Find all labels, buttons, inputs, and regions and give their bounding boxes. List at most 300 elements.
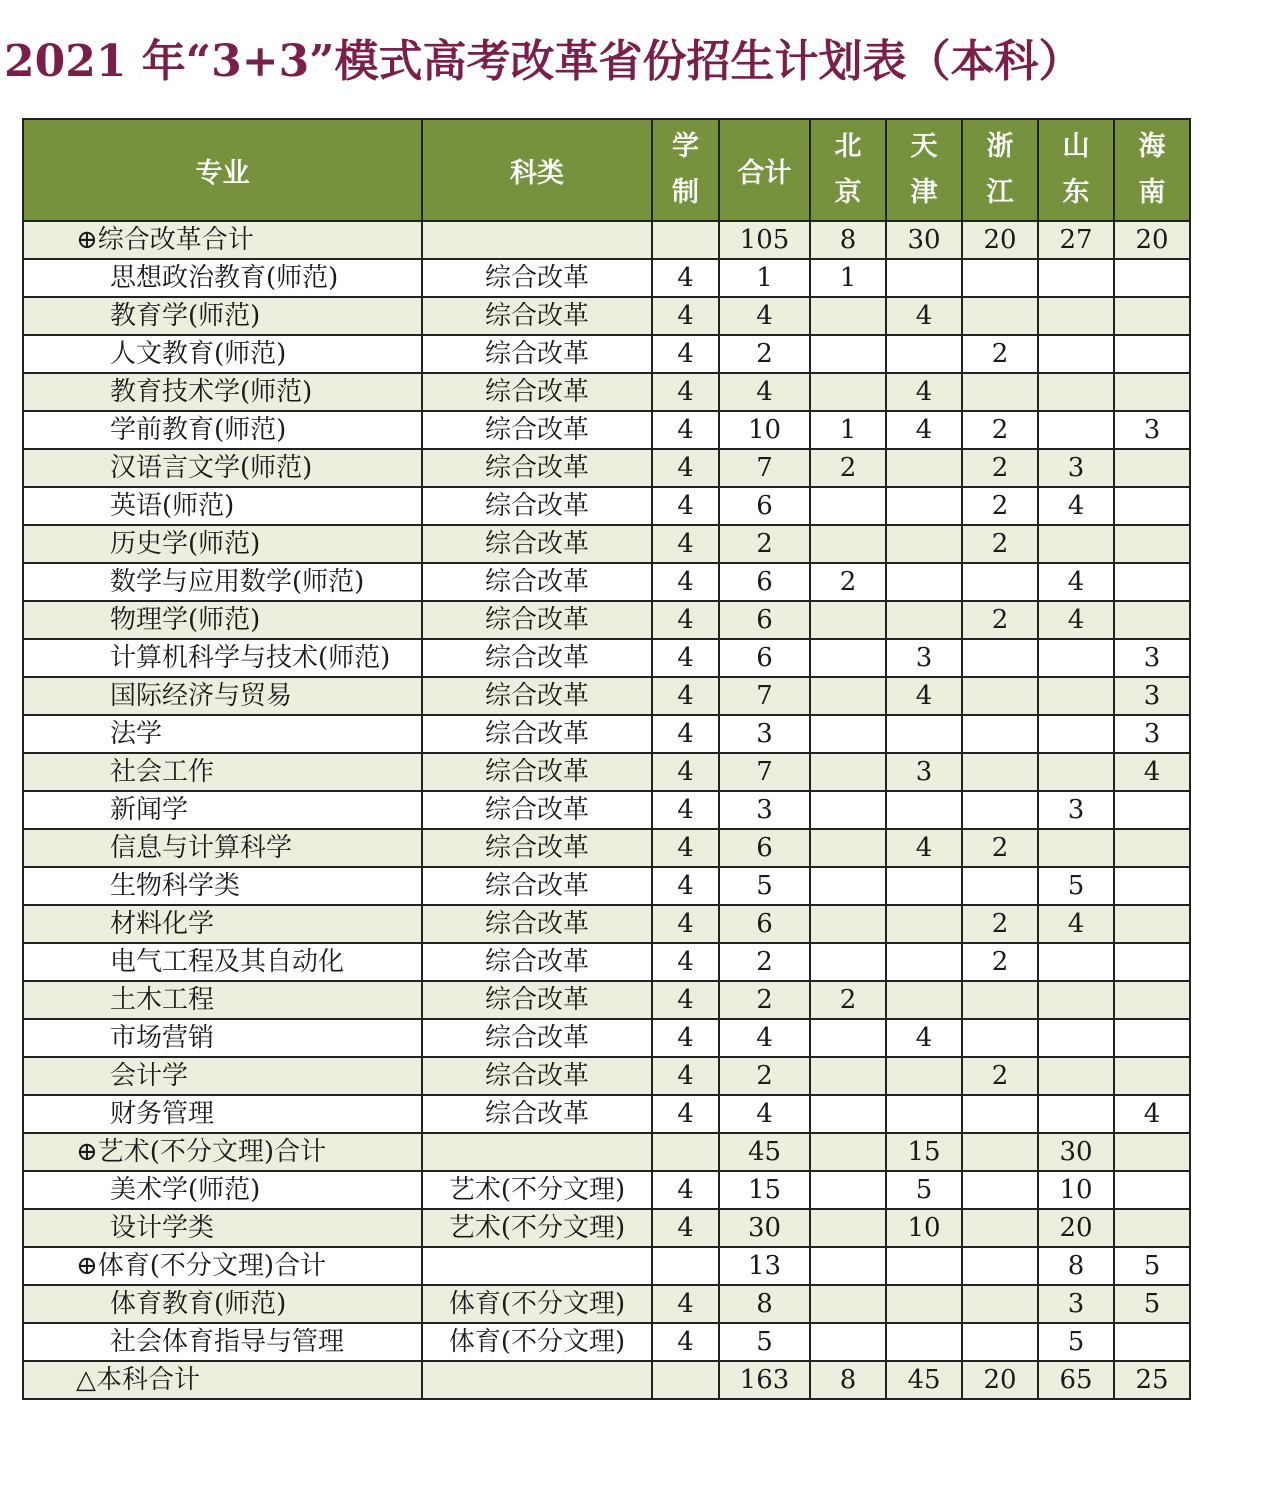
cell-total: 3 xyxy=(719,715,810,753)
table-row xyxy=(23,1285,1190,1323)
header-major: 专业 xyxy=(23,119,422,221)
cell-category xyxy=(422,221,652,259)
cell-hainan: 25 xyxy=(1114,1361,1190,1399)
cell-category: 综合改革 xyxy=(422,449,652,487)
header-shandong xyxy=(1038,119,1114,221)
cell-duration: 4 xyxy=(652,1095,719,1133)
cell-beijing xyxy=(810,297,886,335)
cell-tianjin xyxy=(886,1057,962,1095)
cell-zhejiang xyxy=(962,867,1038,905)
cell-beijing xyxy=(810,335,886,373)
cell-zhejiang xyxy=(962,1171,1038,1209)
cell-shandong xyxy=(1038,1019,1114,1057)
cell-category: 综合改革 xyxy=(422,487,652,525)
table-row xyxy=(23,1057,1190,1095)
table-row xyxy=(23,1019,1190,1057)
cell-duration: 4 xyxy=(652,943,719,981)
cell-shandong: 4 xyxy=(1038,487,1114,525)
cell-beijing xyxy=(810,1209,886,1247)
cell-duration: 4 xyxy=(652,1209,719,1247)
cell-tianjin xyxy=(886,1095,962,1133)
cell-major: 电气工程及其自动化 xyxy=(23,943,422,981)
cell-tianjin xyxy=(886,905,962,943)
cell-beijing xyxy=(810,1285,886,1323)
cell-beijing xyxy=(810,943,886,981)
cell-duration: 4 xyxy=(652,829,719,867)
cell-beijing xyxy=(810,677,886,715)
table-body xyxy=(23,221,1190,1399)
cell-shandong: 20 xyxy=(1038,1209,1114,1247)
cell-category: 综合改革 xyxy=(422,677,652,715)
cell-category: 综合改革 xyxy=(422,753,652,791)
cell-shandong xyxy=(1038,753,1114,791)
cell-hainan: 20 xyxy=(1114,221,1190,259)
cell-total: 2 xyxy=(719,981,810,1019)
cell-hainan xyxy=(1114,297,1190,335)
header-tianjin-line: 津 xyxy=(910,177,938,208)
cell-shandong xyxy=(1038,297,1114,335)
cell-hainan xyxy=(1114,1171,1190,1209)
cell-zhejiang: 2 xyxy=(962,905,1038,943)
table-row xyxy=(23,867,1190,905)
cell-tianjin xyxy=(886,487,962,525)
cell-total: 4 xyxy=(719,297,810,335)
cell-zhejiang xyxy=(962,791,1038,829)
cell-tianjin: 4 xyxy=(886,677,962,715)
cell-hainan xyxy=(1114,1057,1190,1095)
table-row xyxy=(23,1095,1190,1133)
cell-major: 人文教育(师范) xyxy=(23,335,422,373)
cell-major: 社会体育指导与管理 xyxy=(23,1323,422,1361)
cell-shandong xyxy=(1038,981,1114,1019)
cell-tianjin: 10 xyxy=(886,1209,962,1247)
cell-major: ⊕体育(不分文理)合计 xyxy=(23,1247,422,1285)
cell-duration: 4 xyxy=(652,601,719,639)
cell-major: 教育学(师范) xyxy=(23,297,422,335)
cell-total: 6 xyxy=(719,639,810,677)
cell-category: 综合改革 xyxy=(422,981,652,1019)
cell-zhejiang xyxy=(962,1285,1038,1323)
cell-major: 物理学(师范) xyxy=(23,601,422,639)
cell-beijing: 2 xyxy=(810,449,886,487)
cell-major: 体育教育(师范) xyxy=(23,1285,422,1323)
cell-beijing xyxy=(810,1019,886,1057)
cell-beijing xyxy=(810,753,886,791)
cell-tianjin: 3 xyxy=(886,639,962,677)
cell-tianjin xyxy=(886,1285,962,1323)
cell-hainan xyxy=(1114,525,1190,563)
header-beijing-line: 京 xyxy=(834,177,862,208)
cell-beijing: 8 xyxy=(810,221,886,259)
cell-category: 综合改革 xyxy=(422,1057,652,1095)
cell-total: 4 xyxy=(719,1095,810,1133)
cell-shandong: 3 xyxy=(1038,449,1114,487)
cell-beijing: 8 xyxy=(810,1361,886,1399)
table-row xyxy=(23,1171,1190,1209)
cell-shandong xyxy=(1038,411,1114,449)
cell-hainan: 3 xyxy=(1114,715,1190,753)
cell-beijing xyxy=(810,1323,886,1361)
cell-total: 163 xyxy=(719,1361,810,1399)
cell-tianjin xyxy=(886,259,962,297)
cell-major: 设计学类 xyxy=(23,1209,422,1247)
cell-shandong xyxy=(1038,335,1114,373)
cell-major: 信息与计算科学 xyxy=(23,829,422,867)
table-row xyxy=(23,905,1190,943)
cell-duration xyxy=(652,1133,719,1171)
cell-tianjin xyxy=(886,1323,962,1361)
cell-hainan xyxy=(1114,829,1190,867)
cell-hainan xyxy=(1114,867,1190,905)
header-duration-line: 学 xyxy=(672,131,699,162)
cell-zhejiang xyxy=(962,1323,1038,1361)
cell-duration: 4 xyxy=(652,905,719,943)
cell-beijing: 1 xyxy=(810,411,886,449)
cell-hainan xyxy=(1114,449,1190,487)
cell-shandong xyxy=(1038,1095,1114,1133)
cell-beijing: 2 xyxy=(810,981,886,1019)
cell-hainan xyxy=(1114,563,1190,601)
cell-category: 体育(不分文理) xyxy=(422,1323,652,1361)
cell-category: 综合改革 xyxy=(422,1019,652,1057)
cell-shandong: 3 xyxy=(1038,791,1114,829)
table-header-row xyxy=(23,119,1190,221)
table-row xyxy=(23,449,1190,487)
cell-major: 历史学(师范) xyxy=(23,525,422,563)
cell-category: 综合改革 xyxy=(422,1095,652,1133)
cell-tianjin xyxy=(886,601,962,639)
cell-category: 综合改革 xyxy=(422,563,652,601)
cell-zhejiang: 2 xyxy=(962,335,1038,373)
cell-duration: 4 xyxy=(652,981,719,1019)
cell-hainan xyxy=(1114,335,1190,373)
cell-major: 思想政治教育(师范) xyxy=(23,259,422,297)
cell-hainan: 4 xyxy=(1114,753,1190,791)
cell-tianjin: 15 xyxy=(886,1133,962,1171)
cell-hainan xyxy=(1114,943,1190,981)
cell-total: 2 xyxy=(719,525,810,563)
table-row xyxy=(23,373,1190,411)
cell-duration xyxy=(652,1247,719,1285)
table-row xyxy=(23,411,1190,449)
cell-beijing xyxy=(810,1057,886,1095)
table-row xyxy=(23,563,1190,601)
cell-total: 1 xyxy=(719,259,810,297)
cell-beijing xyxy=(810,1247,886,1285)
cell-tianjin xyxy=(886,563,962,601)
cell-total: 5 xyxy=(719,1323,810,1361)
cell-total: 7 xyxy=(719,677,810,715)
cell-zhejiang xyxy=(962,753,1038,791)
cell-total: 30 xyxy=(719,1209,810,1247)
cell-tianjin: 4 xyxy=(886,1019,962,1057)
header-shandong-line: 东 xyxy=(1062,177,1090,208)
cell-zhejiang xyxy=(962,1019,1038,1057)
cell-category: 综合改革 xyxy=(422,905,652,943)
cell-duration: 4 xyxy=(652,867,719,905)
cell-tianjin xyxy=(886,715,962,753)
cell-duration xyxy=(652,221,719,259)
cell-major: 新闻学 xyxy=(23,791,422,829)
cell-shandong xyxy=(1038,943,1114,981)
header-duration-line: 制 xyxy=(672,177,699,208)
header-duration xyxy=(652,119,719,221)
cell-duration: 4 xyxy=(652,563,719,601)
cell-hainan: 5 xyxy=(1114,1285,1190,1323)
table-row xyxy=(23,791,1190,829)
group-total-row xyxy=(23,221,1190,259)
cell-hainan xyxy=(1114,487,1190,525)
cell-hainan xyxy=(1114,1323,1190,1361)
cell-hainan xyxy=(1114,905,1190,943)
cell-beijing xyxy=(810,1171,886,1209)
cell-zhejiang: 2 xyxy=(962,601,1038,639)
cell-duration: 4 xyxy=(652,791,719,829)
cell-tianjin xyxy=(886,525,962,563)
table-row xyxy=(23,297,1190,335)
cell-shandong xyxy=(1038,677,1114,715)
cell-zhejiang xyxy=(962,259,1038,297)
cell-major: 教育技术学(师范) xyxy=(23,373,422,411)
cell-major: ⊕艺术(不分文理)合计 xyxy=(23,1133,422,1171)
cell-hainan xyxy=(1114,1133,1190,1171)
cell-hainan: 5 xyxy=(1114,1247,1190,1285)
cell-beijing xyxy=(810,639,886,677)
cell-zhejiang: 2 xyxy=(962,449,1038,487)
cell-total: 3 xyxy=(719,791,810,829)
cell-tianjin: 4 xyxy=(886,829,962,867)
table-row xyxy=(23,943,1190,981)
table-row xyxy=(23,715,1190,753)
cell-total: 7 xyxy=(719,449,810,487)
enrollment-table xyxy=(22,118,1191,1400)
cell-hainan: 4 xyxy=(1114,1095,1190,1133)
header-zhejiang-line: 江 xyxy=(986,177,1014,208)
cell-total: 4 xyxy=(719,1019,810,1057)
table-row xyxy=(23,981,1190,1019)
cell-beijing xyxy=(810,867,886,905)
cell-total: 2 xyxy=(719,943,810,981)
cell-major: 财务管理 xyxy=(23,1095,422,1133)
cell-hainan xyxy=(1114,791,1190,829)
cell-zhejiang xyxy=(962,677,1038,715)
cell-major: 国际经济与贸易 xyxy=(23,677,422,715)
cell-tianjin: 4 xyxy=(886,297,962,335)
cell-category: 综合改革 xyxy=(422,411,652,449)
cell-major: 生物科学类 xyxy=(23,867,422,905)
cell-major: △本科合计 xyxy=(23,1361,422,1399)
cell-zhejiang xyxy=(962,563,1038,601)
table-row xyxy=(23,335,1190,373)
cell-major: 美术学(师范) xyxy=(23,1171,422,1209)
cell-beijing xyxy=(810,373,886,411)
cell-major: 市场营销 xyxy=(23,1019,422,1057)
cell-zhejiang xyxy=(962,639,1038,677)
cell-shandong: 4 xyxy=(1038,601,1114,639)
cell-tianjin: 45 xyxy=(886,1361,962,1399)
cell-category xyxy=(422,1247,652,1285)
table-row xyxy=(23,829,1190,867)
cell-category: 综合改革 xyxy=(422,259,652,297)
cell-tianjin xyxy=(886,943,962,981)
cell-shandong xyxy=(1038,715,1114,753)
header-zhejiang-line: 浙 xyxy=(986,131,1014,162)
cell-category: 体育(不分文理) xyxy=(422,1285,652,1323)
cell-major: 数学与应用数学(师范) xyxy=(23,563,422,601)
cell-duration: 4 xyxy=(652,525,719,563)
cell-shandong: 30 xyxy=(1038,1133,1114,1171)
cell-category: 综合改革 xyxy=(422,601,652,639)
cell-zhejiang xyxy=(962,297,1038,335)
cell-zhejiang xyxy=(962,981,1038,1019)
table-row xyxy=(23,601,1190,639)
cell-zhejiang: 20 xyxy=(962,1361,1038,1399)
cell-major: 汉语言文学(师范) xyxy=(23,449,422,487)
cell-shandong xyxy=(1038,373,1114,411)
cell-hainan xyxy=(1114,373,1190,411)
cell-beijing xyxy=(810,905,886,943)
cell-beijing xyxy=(810,601,886,639)
cell-beijing xyxy=(810,791,886,829)
cell-hainan: 3 xyxy=(1114,639,1190,677)
cell-hainan xyxy=(1114,601,1190,639)
cell-shandong: 10 xyxy=(1038,1171,1114,1209)
cell-zhejiang xyxy=(962,373,1038,411)
cell-total: 7 xyxy=(719,753,810,791)
cell-zhejiang: 2 xyxy=(962,411,1038,449)
cell-tianjin xyxy=(886,449,962,487)
cell-category: 综合改革 xyxy=(422,867,652,905)
cell-category: 综合改革 xyxy=(422,943,652,981)
cell-duration: 4 xyxy=(652,1323,719,1361)
cell-shandong: 8 xyxy=(1038,1247,1114,1285)
cell-tianjin: 30 xyxy=(886,221,962,259)
cell-zhejiang xyxy=(962,1209,1038,1247)
cell-zhejiang: 2 xyxy=(962,943,1038,981)
cell-beijing xyxy=(810,1133,886,1171)
cell-category: 艺术(不分文理) xyxy=(422,1209,652,1247)
cell-total: 6 xyxy=(719,829,810,867)
table-row xyxy=(23,753,1190,791)
cell-tianjin xyxy=(886,1247,962,1285)
cell-total: 8 xyxy=(719,1285,810,1323)
cell-shandong: 5 xyxy=(1038,1323,1114,1361)
cell-shandong: 65 xyxy=(1038,1361,1114,1399)
table-row xyxy=(23,677,1190,715)
cell-duration: 4 xyxy=(652,373,719,411)
table-row xyxy=(23,525,1190,563)
grand-total-row xyxy=(23,1361,1190,1399)
cell-shandong xyxy=(1038,259,1114,297)
cell-shandong xyxy=(1038,525,1114,563)
cell-total: 6 xyxy=(719,563,810,601)
cell-zhejiang xyxy=(962,1133,1038,1171)
cell-beijing xyxy=(810,1095,886,1133)
table-row xyxy=(23,639,1190,677)
cell-duration: 4 xyxy=(652,449,719,487)
cell-major: 社会工作 xyxy=(23,753,422,791)
cell-total: 5 xyxy=(719,867,810,905)
cell-hainan xyxy=(1114,1019,1190,1057)
cell-total: 6 xyxy=(719,905,810,943)
cell-total: 10 xyxy=(719,411,810,449)
cell-duration: 4 xyxy=(652,1019,719,1057)
cell-hainan: 3 xyxy=(1114,677,1190,715)
header-category: 科类 xyxy=(422,119,652,221)
table-row xyxy=(23,259,1190,297)
cell-zhejiang: 20 xyxy=(962,221,1038,259)
cell-beijing: 2 xyxy=(810,563,886,601)
cell-zhejiang: 2 xyxy=(962,1057,1038,1095)
group-total-row xyxy=(23,1133,1190,1171)
cell-major: 学前教育(师范) xyxy=(23,411,422,449)
table-row xyxy=(23,487,1190,525)
cell-total: 6 xyxy=(719,601,810,639)
cell-beijing: 1 xyxy=(810,259,886,297)
cell-category: 综合改革 xyxy=(422,829,652,867)
cell-duration: 4 xyxy=(652,297,719,335)
cell-shandong: 4 xyxy=(1038,563,1114,601)
cell-shandong xyxy=(1038,639,1114,677)
group-total-row xyxy=(23,1247,1190,1285)
cell-category: 综合改革 xyxy=(422,791,652,829)
cell-duration: 4 xyxy=(652,1171,719,1209)
cell-tianjin: 4 xyxy=(886,411,962,449)
cell-beijing xyxy=(810,715,886,753)
cell-shandong xyxy=(1038,1057,1114,1095)
cell-total: 13 xyxy=(719,1247,810,1285)
header-total: 合计 xyxy=(719,119,810,221)
cell-hainan xyxy=(1114,981,1190,1019)
cell-duration: 4 xyxy=(652,677,719,715)
cell-duration: 4 xyxy=(652,1285,719,1323)
cell-category: 艺术(不分文理) xyxy=(422,1171,652,1209)
cell-duration: 4 xyxy=(652,639,719,677)
header-tianjin xyxy=(886,119,962,221)
cell-shandong: 4 xyxy=(1038,905,1114,943)
cell-category: 综合改革 xyxy=(422,373,652,411)
cell-tianjin: 4 xyxy=(886,373,962,411)
cell-total: 105 xyxy=(719,221,810,259)
table-row xyxy=(23,1323,1190,1361)
cell-duration: 4 xyxy=(652,715,719,753)
cell-hainan xyxy=(1114,1209,1190,1247)
cell-duration: 4 xyxy=(652,487,719,525)
cell-beijing xyxy=(810,487,886,525)
cell-category: 综合改革 xyxy=(422,297,652,335)
cell-duration: 4 xyxy=(652,1057,719,1095)
cell-category: 综合改革 xyxy=(422,525,652,563)
cell-hainan xyxy=(1114,259,1190,297)
cell-shandong: 5 xyxy=(1038,867,1114,905)
cell-category: 综合改革 xyxy=(422,715,652,753)
cell-category xyxy=(422,1133,652,1171)
cell-duration xyxy=(652,1361,719,1399)
cell-category: 综合改革 xyxy=(422,335,652,373)
page-title: 2021 年“3+3”模式高考改革省份招生计划表（本科） xyxy=(4,36,1083,87)
cell-tianjin: 3 xyxy=(886,753,962,791)
cell-shandong xyxy=(1038,829,1114,867)
cell-zhejiang xyxy=(962,1247,1038,1285)
cell-total: 6 xyxy=(719,487,810,525)
header-zhejiang xyxy=(962,119,1038,221)
cell-major: 会计学 xyxy=(23,1057,422,1095)
cell-zhejiang xyxy=(962,715,1038,753)
cell-shandong: 27 xyxy=(1038,221,1114,259)
cell-duration: 4 xyxy=(652,259,719,297)
cell-total: 2 xyxy=(719,1057,810,1095)
cell-duration: 4 xyxy=(652,335,719,373)
